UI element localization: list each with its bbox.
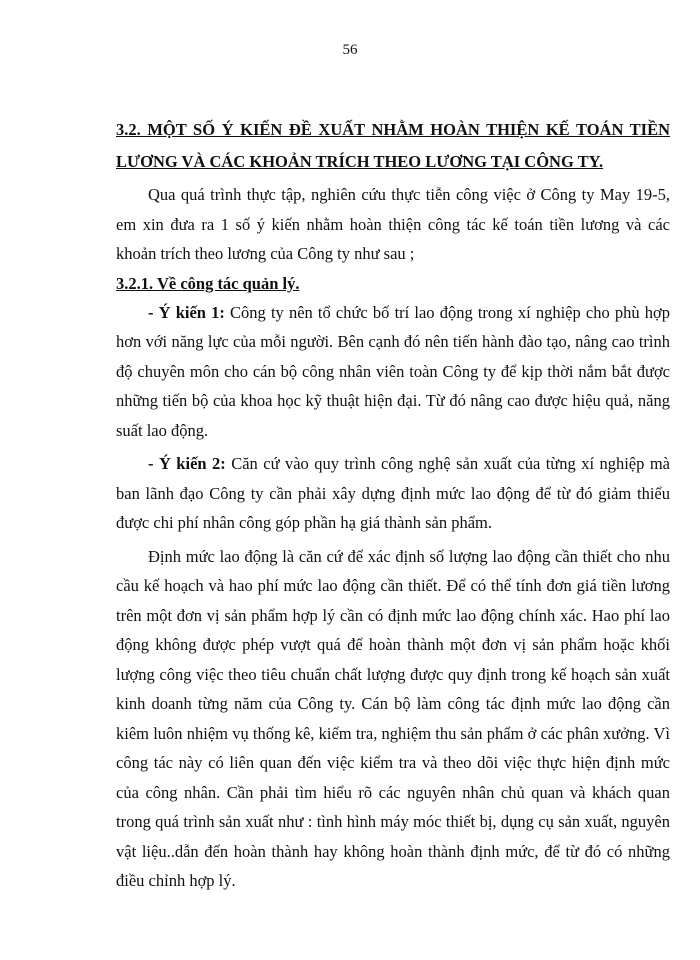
- idea-1-label: - Ý kiến 1:: [148, 302, 225, 322]
- section-heading-line-1: 3.2. MỘT SỐ Ý KIẾN ĐỀ XUẤT NHẰM HOÀN THIỆN KẾ TOÁN TIỀN: [116, 120, 670, 139]
- intro-paragraph: Qua quá trình thực tập, nghiên cứu thực tiễn công việc ở Công ty May 19-5, em xin đưa ra 1 số ý kiến nhằm hoàn thiện công tác kế toán tiền lương và các khoản trích theo lương của Công ty như sau ;: [116, 185, 670, 263]
- idea-2-label: - Ý kiến 2:: [148, 454, 226, 473]
- page-number: 56: [342, 42, 358, 58]
- idea-2-paragraph: [116, 449, 670, 538]
- idea-1-text: Công ty nên tổ chức bố trí lao động trong xí nghiệp cho phù hợp hơn với năng lực của mỗi người. Bên cạnh đó nên tiến hành đào tạo, nâng cao trình độ chuyên môn cho cán bộ công nhân viên toàn Công ty để kịp thời nắm bắt được những tiến bộ của khoa học kỹ thuật hiện đại. Từ đó nâng cao được hiệu quả, năng suất lao động.: [116, 302, 670, 440]
- closing-paragraph: Định mức lao động là căn cứ để xác định số lượng lao động cần thiết cho nhu cầu kế hoạch và hao phí mức lao động cần thiết. Để có thể tính đơn giá tiền lương trên một đơn vị sản phẩm hợp lý cần có định mức lao động chính xác. Hao phí lao động không được phép vượt quá để hoàn thành một đơn vị sản phẩm hoặc khối lượng công việc theo tiêu chuẩn chất lượng được quy định trong kế hoạch sản xuất kinh doanh từng năm của Công ty. Cán bộ làm công tác định mức lao động cần kiêm luôn nhiệm vụ thống kê, kiểm tra, nghiệm thu sản phẩm ở các phân xưởng. Vì công tác này có liên quan đến việc kiểm tra và theo dõi việc thực hiện định mức của công nhân. Cần phải tìm hiểu rõ các nguyên nhân chủ quan và khách quan trong quá trình sản xuất như : tình hình máy móc thiết bị, dụng cụ sản xuất, nguyên vật liệu..dẫn đến hoàn thành hay không hoàn thành định mức, để từ đó có những điều chỉnh hợp lý.: [116, 546, 670, 890]
- idea-2-text: Căn cứ vào quy trình công nghệ sản xuất của từng xí nghiệp mà ban lãnh đạo Công ty cần phải xây dựng định mức lao động để từ đó giảm thiểu được chi phí nhân công góp phần hạ giá thành sản phẩm.: [116, 454, 670, 532]
- section-heading-line-2: LƯƠNG VÀ CÁC KHOẢN TRÍCH THEO LƯƠNG TẠI CÔNG TY.: [116, 152, 604, 171]
- idea-1-paragraph: [116, 298, 670, 446]
- subsection-heading: 3.2.1. Về công tác quản lý.: [116, 273, 300, 293]
- document-body: [116, 116, 670, 896]
